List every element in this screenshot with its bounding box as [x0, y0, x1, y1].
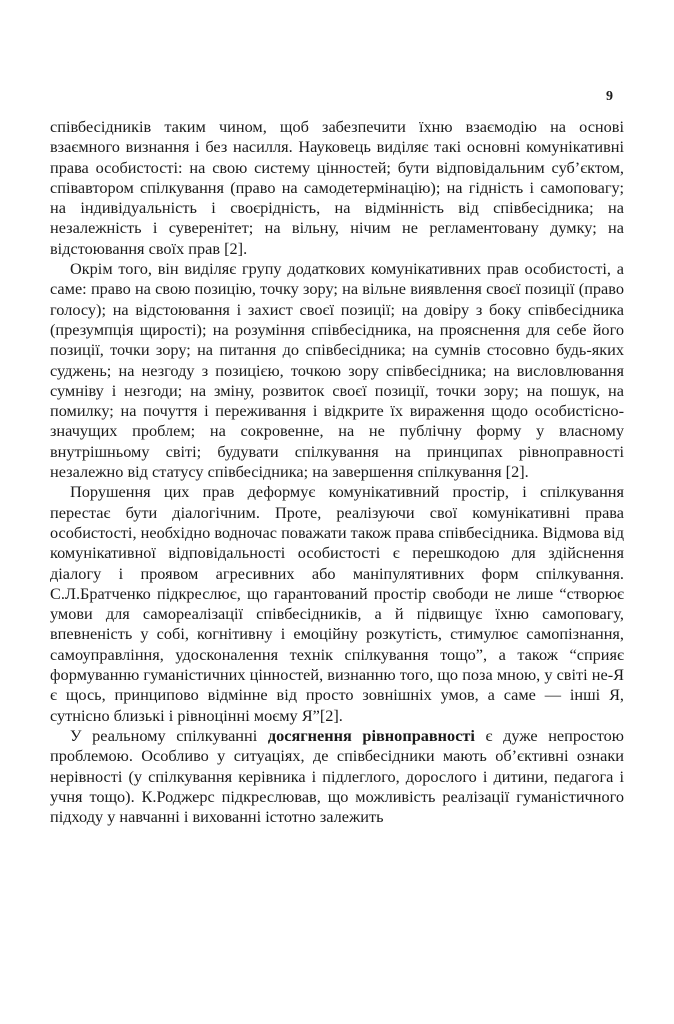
paragraph-4-end: є дуже непростою проблемою. Особливо у ситуаціях, де співбесідники мають об’єктивні ознаки нерівності (у спілкування керівника і підлеглого, дорослого і дитини, педагога і учня тощо). К.Роджерс підкреслював, що можливість реалізації гуманістичного підходу у навчанні і вихованні істотно залежить: [50, 725, 624, 827]
paragraph-1: співбесідників таким чином, щоб забезпечити їхню взаємодію на основі взаємного визнання і без насилля. Науковець виділяє такі основні комунікативні права особистості: на свою систему цінностей; бути відповідальним суб’єктом, співавтором спілкування (право на самодетермінацію); на гідність і самоповагу; на індивідуальність і своєрідність, на відмінність від співбесідника; на незалежність і суверенітет; на вільну, нічим не регламентовану думку; на відстоювання своїх прав [2].: [50, 117, 624, 258]
page-number: 9: [606, 89, 613, 104]
bold-term: досягнення рівноправності: [267, 725, 475, 745]
paragraph-4-start: У реальному спілкуванні: [70, 725, 268, 745]
paragraph-3: Порушення цих прав деформує комунікативний простір, і спілкування перестає бути діалогічним. Проте, реалізуючи свої комунікативні права особистості, необхідно водночас поважати також права співбесідника. Відмова від комунікативної відповідальності особистості є перешкодою для здійснення діалогу і проявом агресивних або маніпулятивних форм спілкування. С.Л.Братченко підкреслює, що гарантований простір свободи не лише “створює умови для самореалізації співбесідників, а й підвищує їхню самоповагу, впевненість у собі, когнітивну і емоційну розкутість, стимулює самопізнання, самоуправління, удосконалення технік спілкування тощо”, а також “сприяє формуванню гуманістичних цінностей, визнанню того, що поза мною, у світі не-Я є щось, принципово відмінне від просто зовнішніх умов, а саме — інші Я, сутнісно близькі і рівноцінні моєму Я”[2].: [50, 482, 624, 725]
body-text: [50, 117, 624, 827]
paragraph-2: Окрім того, він виділяє групу додаткових комунікативних прав особистості, а саме: право на свою позицію, точку зору; на вільне виявлення своєї позиції (право голосу); на відстоювання і захист своєї позиції; на довіру з боку співбесідника (презумпція щирості); на розуміння співбесідника, на прояснення для себе його позиції, точки зору; на питання до співбесідника; на сумнів стосовно будь-яких суджень; на незгоду з позицією, точкою зору співбесідника; на висловлювання сумніву і незгоди; на зміну, розвиток своєї позиції, точки зору; на пошук, на помилку; на почуття і переживання і відкрите їх вираження щодо особистісно-значущих проблем; на сокровенне, на не публічну форму у власному внутрішньому світі; будувати спілкування на принципах рівноправності незалежно від статусу співбесідника; на завершення спілкування [2].: [50, 259, 624, 482]
paragraph-4: [50, 726, 624, 827]
